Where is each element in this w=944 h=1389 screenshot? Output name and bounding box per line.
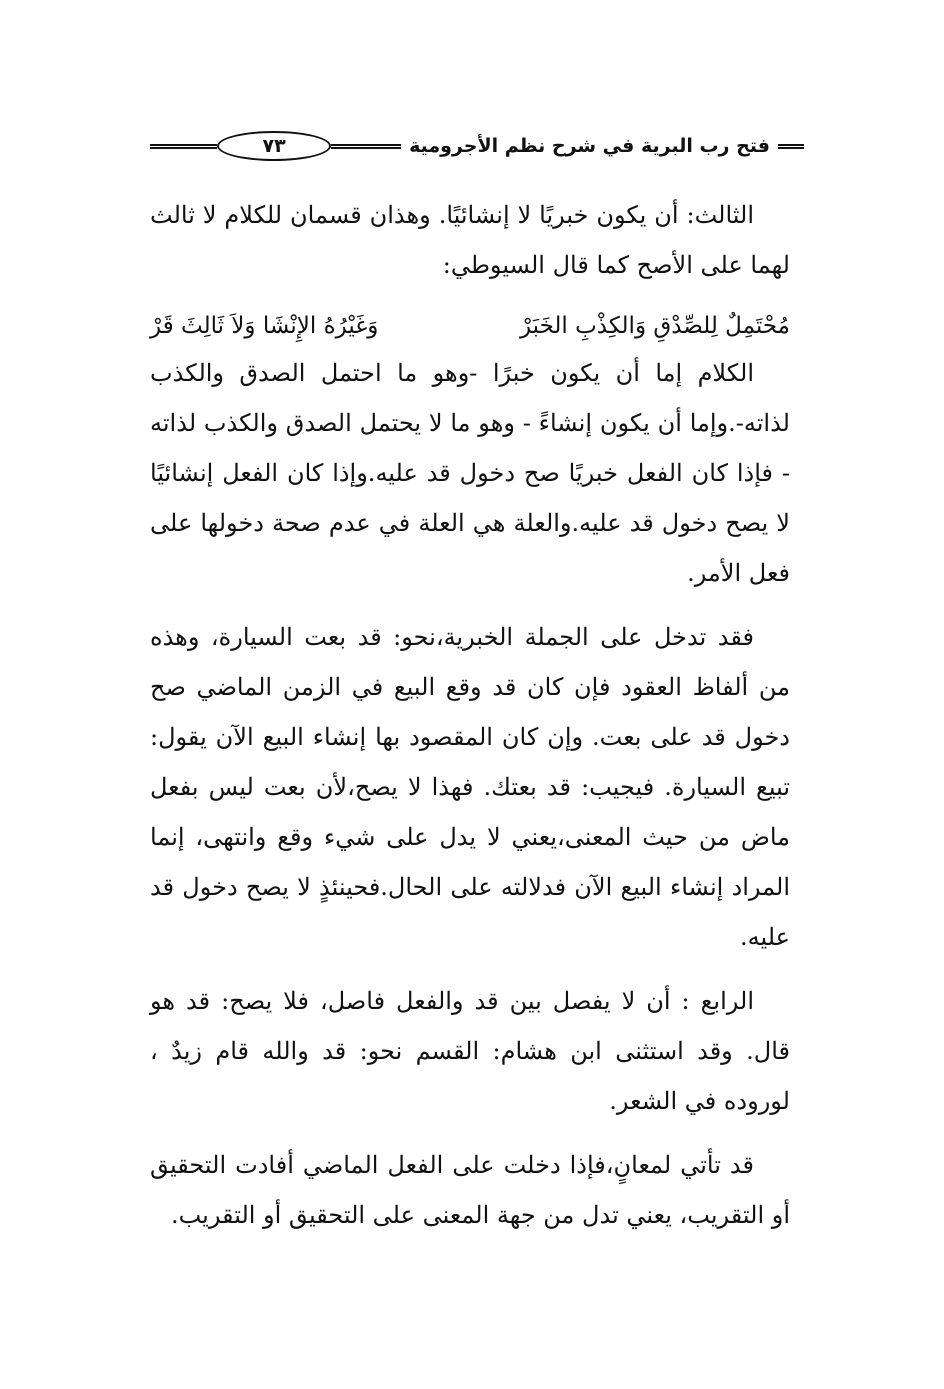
header-rule <box>150 144 217 149</box>
poetry-verse <box>150 304 790 348</box>
verse-second-hemistich: وَغَيْرُهُ الإِنْشَا وَلاَ ثَالِثَ قَرْ <box>150 313 379 339</box>
header-rule <box>331 144 401 149</box>
paragraph-fourth-condition: الرابع : أن لا يفصل بين قد والفعل فاصل، فلا يصح: قد هو قال. وقد استثنى ابن هشام: القسم نحو: قد والله قام زيدٌ ، لوروده في الشعر. <box>150 987 790 1115</box>
paragraph-meanings-of-qad: قد تأتي لمعانٍ،فإذا دخلت على الفعل الماضي أفادت التحقيق أو التقريب، يعني تدل من جهة المعنى على التحقيق أو التقريب. <box>150 1151 790 1229</box>
page-number: ٧٣ <box>217 131 331 161</box>
paragraph-khabar-insha: الكلام إما أن يكون خبرًا -وهو ما احتمل الصدق والكذب لذاته-.وإما أن يكون إنشاءً - وهو ما لا يحتمل الصدق والكذب لذاته - فإذا كان الفعل خبريًا صح دخول قد عليه.وإذا كان الفعل إنشائيًا لا يصح دخول قد عليه.والعلة هي العلة في عدم صحة دخولها على فعل الأمر. <box>150 359 790 587</box>
book-title: فتح رب البرية في شرح نظم الأجرومية <box>409 135 770 157</box>
running-header <box>150 128 804 164</box>
paragraph-example-sale: فقد تدخل على الجملة الخبرية،نحو: قد بعت السيارة، وهذه من ألفاظ العقود فإن كان قد وقع البيع في الزمن الماضي صح دخول قد على بعت. وإن كان المقصود بها إنشاء البيع الآن يقول: تبيع السيارة. فيجيب: قد بعتك. فهذا لا يصح،لأن بعت ليس بفعل ماض من حيث المعنى،يعني لا يدل على شيء وقع وانتهى، إنما المراد إنشاء البيع الآن فدلالته على الحال.فحينئذٍ لا يصح دخول قد عليه. <box>150 623 790 951</box>
verse-first-hemistich: مُحْتَمِلٌ لِلصِّدْقِ وَالكِذْبِ الخَبَرْ <box>519 313 790 339</box>
paragraph-third-condition: الثالث: أن يكون خبريًا لا إنشائيًا. وهذان قسمان للكلام لا ثالث لهما على الأصح كما قال السيوطي: <box>150 201 790 279</box>
header-rule <box>778 144 804 149</box>
page-body <box>150 190 790 1254</box>
